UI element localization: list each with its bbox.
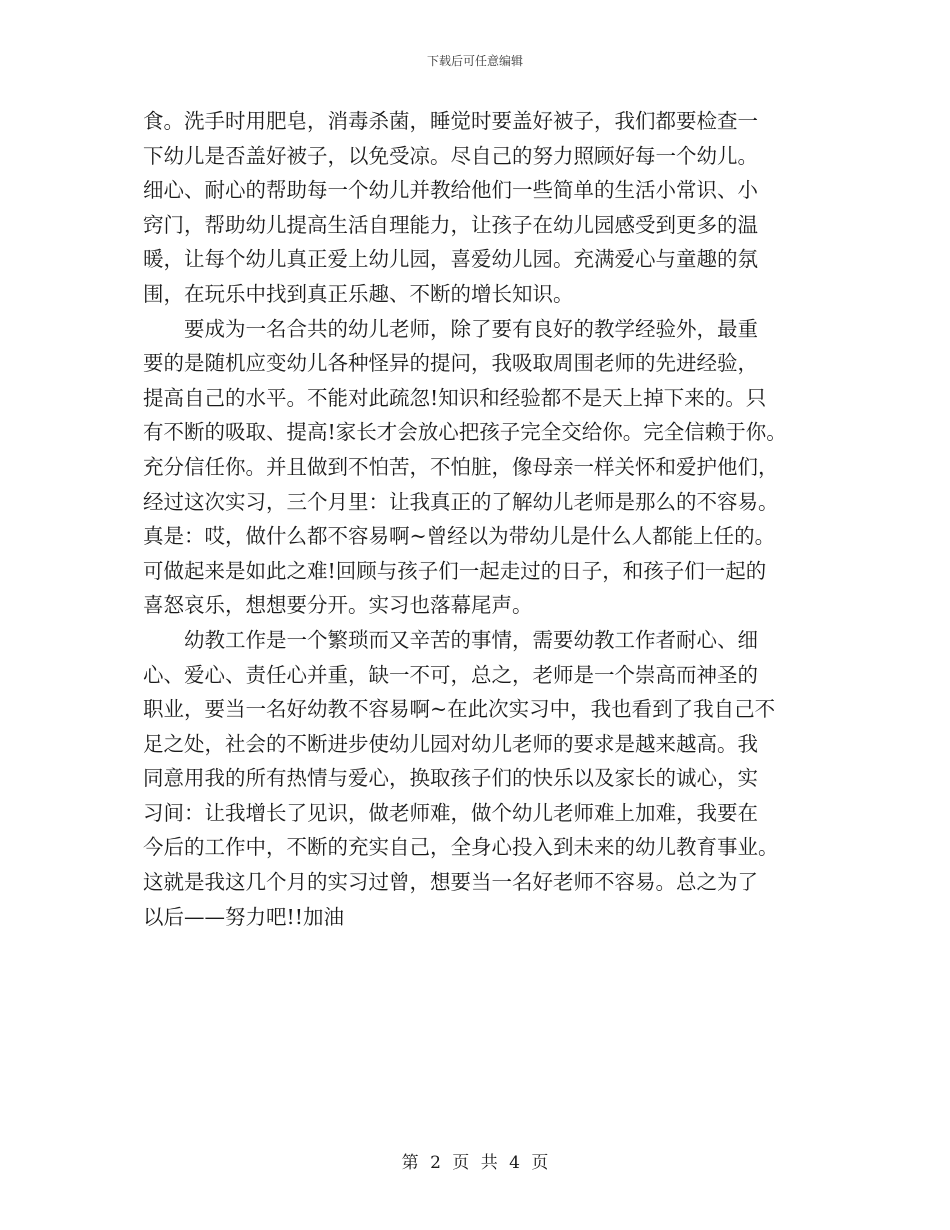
- text-line: 心、爱心、责任心并重，缺一不可，总之，老师是一个崇高而神圣的: [143, 662, 758, 687]
- text-line: 要成为一名合共的幼儿老师，除了要有良好的教学经验外，最重: [143, 316, 758, 341]
- text-line: 习间：让我增长了见识，做老师难，做个幼儿老师难上加难，我要在: [143, 800, 758, 825]
- text-line: 有不断的吸取、提高!家长才会放心把孩子完全交给你。完全信赖于你。: [143, 420, 787, 445]
- text-line: 暖，让每个幼儿真正爱上幼儿园，喜爱幼儿园。充满爱心与童趣的氛: [143, 247, 758, 272]
- text-line: 要的是随机应变幼儿各种怪异的提问，我吸取周围老师的先进经验，: [143, 351, 758, 376]
- text-line: 提高自己的水平。不能对此疏忽!知识和经验都不是天上掉下来的。只: [143, 385, 767, 410]
- text-line: 真是：哎，做什么都不容易啊~曾经以为带幼儿是什么人都能上任的。: [143, 524, 776, 549]
- text-line: 以后——努力吧!!加油: [143, 904, 344, 929]
- text-line: 可做起来是如此之难!回顾与孩子们一起走过的日子，和孩子们一起的: [143, 558, 767, 583]
- text-line: 食。洗手时用肥皂，消毒杀菌，睡觉时要盖好被子，我们都要检查一: [143, 109, 758, 133]
- text-line: 幼教工作是一个繁琐而又辛苦的事情，需要幼教工作者耐心、细: [143, 627, 758, 652]
- text-line: 今后的工作中，不断的充实自己，全身心投入到未来的幼儿教育事业。: [143, 835, 779, 860]
- text-line: 职业，要当一名好幼教不容易啊~在此次实习中，我也看到了我自己不: [143, 697, 776, 722]
- text-line: 这就是我这几个月的实习过曾，想要当一名好老师不容易。总之为了: [143, 870, 758, 895]
- text-line: 足之处，社会的不断进步使幼儿园对幼儿老师的要求是越来越高。我: [143, 731, 758, 756]
- page-number-footer: 第 2 页 共 4 页: [401, 1153, 549, 1173]
- text-line: 围，在玩乐中找到真正乐趣、不断的增长知识。: [143, 281, 574, 306]
- text-line: 充分信任你。并且做到不怕苦，不怕脏，像母亲一样关怀和爱护他们，: [143, 454, 779, 479]
- document-body: [143, 104, 811, 934]
- page-header: 下载后可任意编辑: [426, 54, 523, 68]
- text-line: 经过这次实习，三个月里：让我真正的了解幼儿老师是那么的不容易。: [143, 489, 779, 514]
- text-line: 喜怒哀乐，想想要分开。实习也落幕尾声。: [143, 593, 533, 618]
- text-line: 同意用我的所有热情与爱心，换取孩子们的快乐以及家长的诚心，实: [143, 766, 758, 791]
- text-line: 下幼儿是否盖好被子，以免受凉。尽自己的努力照顾好每一个幼儿。: [143, 143, 758, 168]
- text-line: 细心、耐心的帮助每一个幼儿并教给他们一些简单的生活小常识、小: [143, 178, 758, 203]
- text-line: 窍门，帮助幼儿提高生活自理能力，让孩子在幼儿园感受到更多的温: [143, 212, 758, 237]
